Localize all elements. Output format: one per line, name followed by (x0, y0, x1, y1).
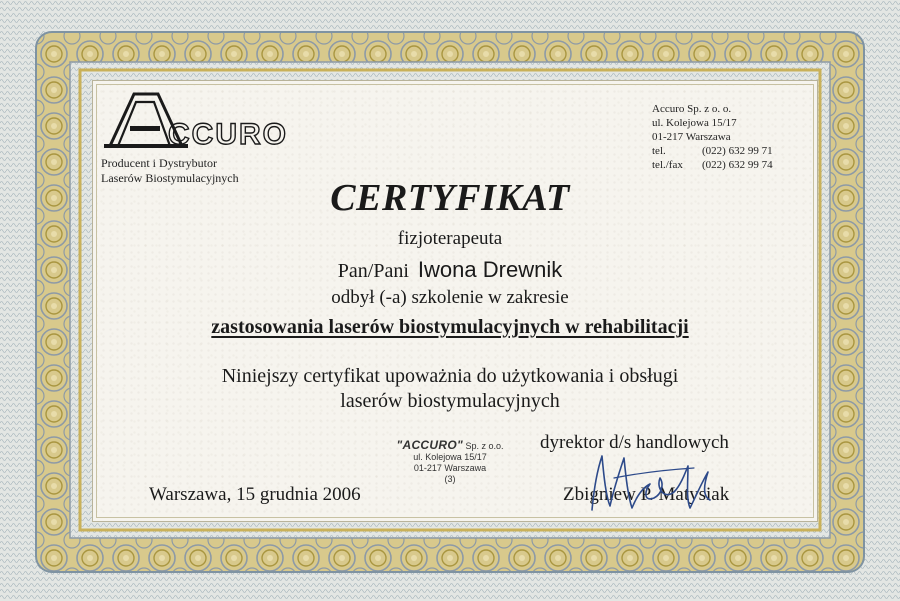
recipient-line (0, 257, 900, 283)
fax-number: (022) 632 99 74 (702, 159, 773, 171)
company-stamp (380, 440, 520, 485)
recipient-salutation: Pan/Pani (337, 260, 409, 282)
address-company: Accuro Sp. z o. o. (652, 103, 732, 115)
address-street: ul. Kolejowa 15/17 (652, 117, 737, 129)
address-fax-row (652, 158, 773, 172)
logo-subtitle-line2: Laserów Biostymulacyjnych (101, 171, 239, 185)
accuro-logo (104, 88, 304, 154)
stamp-code: (3) (444, 474, 456, 484)
stamp-street: ul. Kolejowa 15/17 (413, 452, 487, 462)
director-title: dyrektor d/s handlowych (540, 432, 729, 453)
company-address (652, 102, 773, 172)
signer-name: Zbigniew P. Matysiak (563, 484, 730, 505)
stamp-company: "ACCURO" (396, 438, 463, 452)
handwritten-signature (584, 448, 724, 528)
certificate-role: fizjoterapeuta (397, 228, 503, 249)
stamp-company-suffix: Sp. z o.o. (465, 441, 504, 451)
address-phone-row (652, 144, 773, 158)
authorization-line-2: laserów biostymulacyjnych (340, 390, 560, 412)
phone-label: tel. (652, 145, 666, 157)
recipient-name: Iwona Drewnik (417, 257, 563, 282)
training-scope: zastosowania laserów biostymulacyjnych w rehabilitacji (211, 316, 689, 338)
fax-label: tel./fax (652, 159, 683, 171)
stamp-city: 01-217 Warszawa (413, 463, 487, 473)
logo-subtitle-line1: Producent i Dystrybutor (101, 156, 217, 170)
phone-number: (022) 632 99 71 (702, 145, 773, 157)
certificate-title: CERTYFIKAT (330, 177, 570, 219)
svg-text:CCURO: CCURO (168, 118, 288, 151)
place-date: Warszawa, 15 grudnia 2006 (149, 484, 361, 505)
address-city: 01-217 Warszawa (652, 131, 731, 143)
authorization-line-1: Niniejszy certyfikat upoważnia do użytkowania i obsługi (221, 365, 679, 387)
completed-training-line: odbył (-a) szkolenie w zakresie (331, 287, 569, 308)
